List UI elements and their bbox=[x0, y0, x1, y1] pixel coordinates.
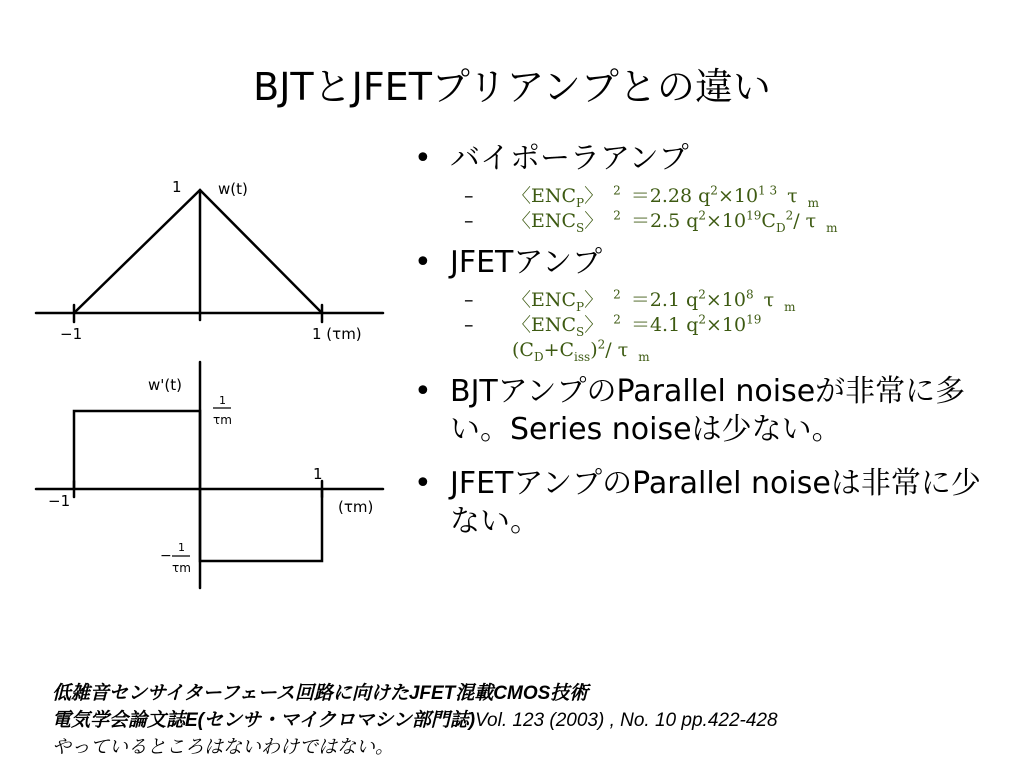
formula-bipolar-parallel: – 〈$ENC_P$〉 $^2$ ＝2.28 $q^2\times 10^{1 3}$ τ $_m$ bbox=[464, 183, 820, 210]
dash-marker: – bbox=[464, 185, 474, 207]
bottom-neg-numerator: 1 bbox=[178, 541, 185, 554]
reference-note: やっているところはないわけではない。 bbox=[52, 737, 395, 758]
dash-marker: – bbox=[464, 314, 474, 336]
bullet-list bbox=[412, 140, 982, 547]
top-function-label: w(t) bbox=[218, 180, 248, 198]
reference-citation bbox=[52, 680, 778, 761]
formula-jfet-series: – 〈$ENC_S$〉 $^2$ ＝4.1 $q^2\times 10^{19}$ $(C_D+C_{iss})^2/$ τ $_m$ bbox=[464, 312, 762, 364]
top-peak-label: 1 bbox=[172, 178, 182, 196]
bottom-function-label: w'(t) bbox=[148, 376, 182, 394]
formula-jfet-parallel: – 〈$ENC_P$〉 $^2$ ＝2.1 $q^2\times 10^8$ τ $_m$ bbox=[464, 287, 796, 314]
formula-bipolar-series: – 〈$ENC_S$〉 $^2$ ＝2.5 $q^2\times 10^{19}C_D^2/$ τ $_m$ bbox=[464, 208, 838, 235]
bottom-pos-denominator: τm bbox=[213, 413, 232, 427]
bullet-jfet: • JFETアンプ bbox=[412, 244, 982, 282]
slide-title: BJTとJFETプリアンプとの違い bbox=[253, 65, 771, 109]
bottom-pos-numerator: 1 bbox=[219, 394, 226, 407]
weighting-function-figure bbox=[0, 0, 400, 604]
step-waveform bbox=[74, 411, 322, 561]
reference-journal: 電気学会論文誌E(センサ・マイクロマシン部門誌) bbox=[52, 710, 476, 731]
bottom-axis-label: (τm) bbox=[338, 498, 374, 516]
bottom-left-label: −1 bbox=[48, 492, 71, 510]
top-right-label: 1 (τm) bbox=[312, 325, 362, 343]
bottom-one-label: 1 bbox=[313, 465, 323, 483]
bullet-jfet-noise: • JFETアンプのParallel noiseは非常に少ない。 bbox=[412, 465, 982, 541]
triangle-waveform bbox=[74, 190, 322, 313]
reference-journal-line bbox=[52, 707, 778, 734]
bottom-neg-sign: − bbox=[160, 548, 172, 564]
top-left-label: −1 bbox=[60, 325, 83, 343]
weighting-function-plots bbox=[0, 0, 400, 600]
dash-marker: – bbox=[464, 289, 474, 311]
bottom-neg-denominator: τm bbox=[172, 561, 191, 575]
reference-paper-title: 低雑音センサイターフェース回路に向けたJFET混載CMOS技術 bbox=[52, 683, 589, 704]
bullet-bjt-noise: • BJTアンプのParallel noiseが非常に多い。Series noiseは少ない。 bbox=[412, 373, 982, 449]
reference-volume: Vol. 123 (2003) , No. 10 pp.422-428 bbox=[475, 710, 778, 731]
bullet-bipolar: • バイポーラアンプ bbox=[412, 140, 982, 178]
dash-marker: – bbox=[464, 210, 474, 232]
